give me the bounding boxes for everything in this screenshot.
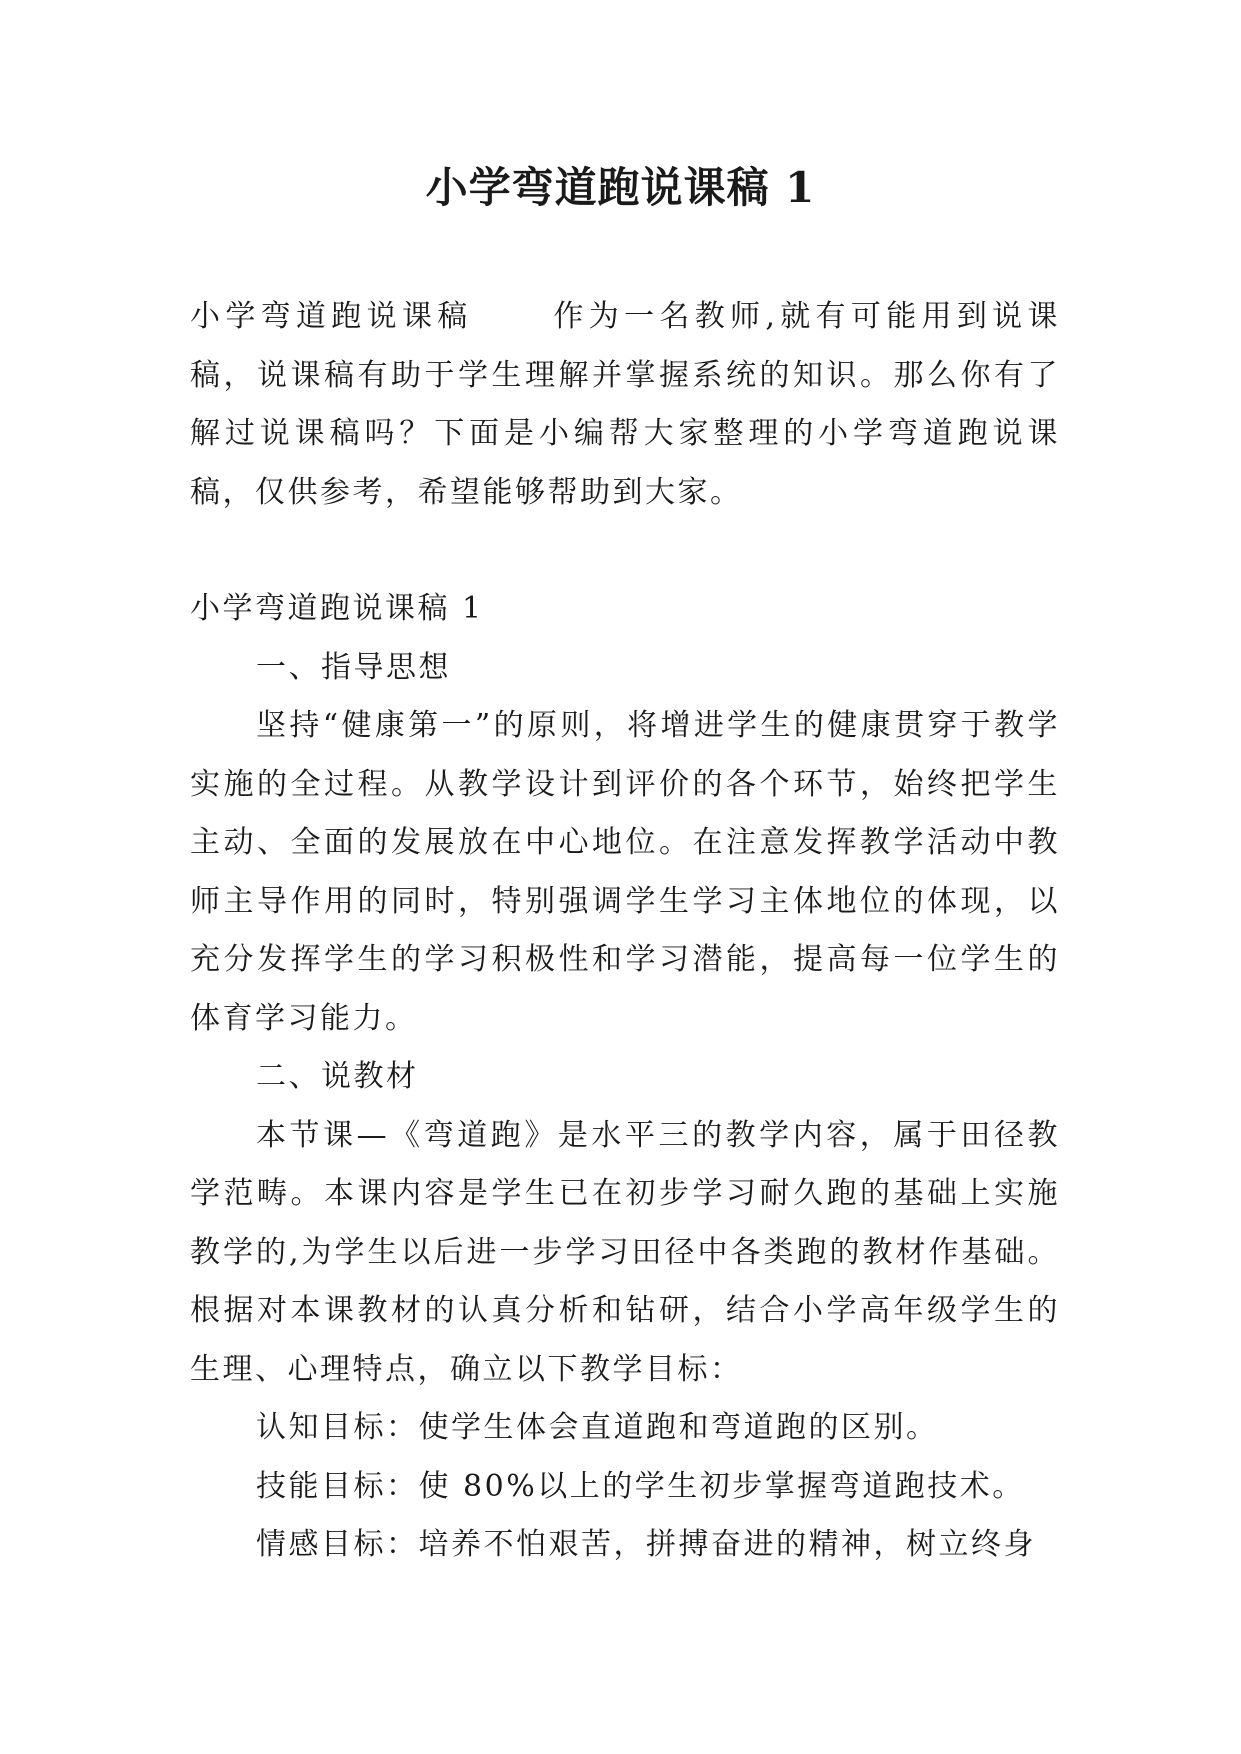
goal-cognitive: 认知目标：使学生体会直道跑和弯道跑的区别。 xyxy=(256,1410,939,1445)
document-body xyxy=(190,288,1060,1575)
paragraph-teaching-material: 本节课—《弯道跑》是水平三的教学内容，属于田径教学范畴。本课内容是学生已在初步学习耐久跑的基础上实施教学的,为学生以后进一步学习田径中各类跑的教材作基础。根据对本课教材的认真分析和钻研，结合小学高年级学生的生理、心理特点，确立以下教学目标： xyxy=(190,1117,1060,1387)
goal-skill: 技能目标：使 80%以上的学生初步掌握弯道跑技术。 xyxy=(256,1468,1025,1504)
document-title: 小学弯道跑说课稿 1 xyxy=(425,163,816,212)
heading-teaching-material: 二、说教材 xyxy=(256,1059,419,1094)
section-title: 小学弯道跑说课稿 1 xyxy=(190,591,484,626)
paragraph-guiding-ideology: 坚持“健康第一”的原则，将增进学生的健康贯穿于教学实施的全过程。从教学设计到评价的各个环节，始终把学生主动、全面的发展放在中心地位。在注意发挥教学活动中教师主导作用的同时，特别强调学生学习主体地位的体现，以充分发挥学生的学习积极性和学习潜能，提高每一位学生的体育学习能力。 xyxy=(190,708,1060,1036)
intro-text: 作为一名教师,就有可能用到说课稿，说课稿有助于学生理解并掌握系统的知识。那么你有了解过说课稿吗？下面是小编帮大家整理的小学弯道跑说课稿，仅供参考，希望能够帮助到大家。 xyxy=(190,299,1060,510)
goal-emotion: 情感目标：培养不怕艰苦，拼搏奋进的精神，树立终身 xyxy=(256,1527,1036,1562)
paragraph-spacer xyxy=(190,522,1060,580)
intro-lead: 小学弯道跑说课稿 xyxy=(190,299,473,334)
intro-paragraph xyxy=(190,288,1060,522)
heading-guiding-ideology: 一、指导思想 xyxy=(256,649,451,685)
